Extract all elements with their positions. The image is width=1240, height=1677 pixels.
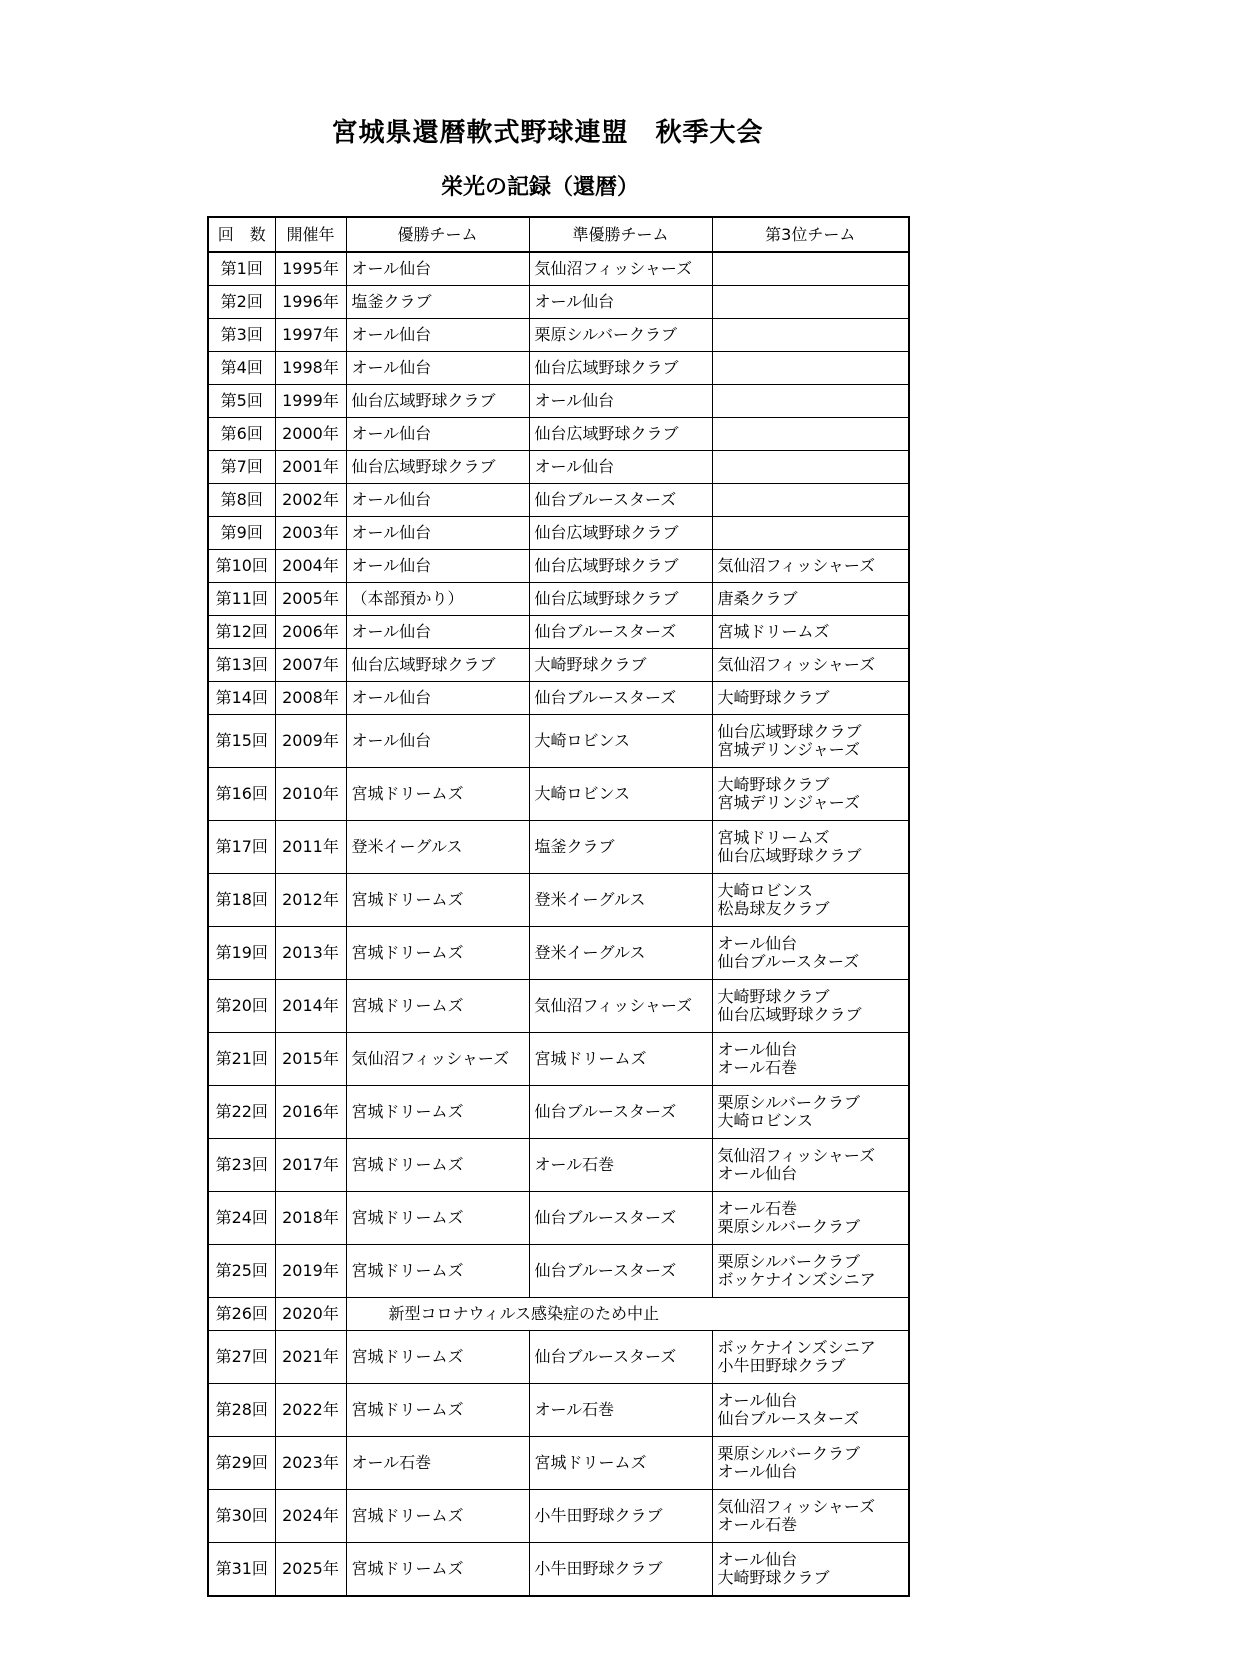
runner-up-cell: 小牛田野球クラブ [529, 1543, 712, 1597]
table-row [208, 1139, 909, 1192]
round-cell: 第9回 [208, 517, 275, 550]
runner-up-cell: 仙台ブルースターズ [529, 1331, 712, 1384]
winner-cell: オール石巻 [346, 1437, 529, 1490]
round-cell: 第24回 [208, 1192, 275, 1245]
third-place-cell [712, 1139, 909, 1192]
third-place-cell [712, 1086, 909, 1139]
round-cell: 第29回 [208, 1437, 275, 1490]
year-cell: 2017年 [275, 1139, 346, 1192]
runner-up-cell: オール石巻 [529, 1139, 712, 1192]
round-cell: 第7回 [208, 451, 275, 484]
winner-cell: 宮城ドリームズ [346, 1245, 529, 1298]
runner-up-cell: 仙台ブルースターズ [529, 1245, 712, 1298]
winner-cell: 宮城ドリームズ [346, 927, 529, 980]
runner-up-cell: 仙台ブルースターズ [529, 484, 712, 517]
third-place-team: ボッケナインズシニア [717, 1270, 876, 1289]
third-place-team: 気仙沼フィッシャーズ [717, 1146, 876, 1165]
year-cell: 2009年 [275, 715, 346, 768]
year-cell: 2013年 [275, 927, 346, 980]
runner-up-cell: 登米イーグルス [529, 874, 712, 927]
third-place-cell [712, 418, 909, 451]
third-place-team: 唐桑クラブ [717, 589, 798, 608]
table-row [208, 1384, 909, 1437]
table-row [208, 517, 909, 550]
table-row [208, 1543, 909, 1597]
year-cell: 1997年 [275, 319, 346, 352]
year-cell: 2019年 [275, 1245, 346, 1298]
third-place-cell [712, 1543, 909, 1597]
year-cell: 2012年 [275, 874, 346, 927]
runner-up-cell: オール仙台 [529, 286, 712, 319]
table-row [208, 319, 909, 352]
runner-up-cell: 大崎野球クラブ [529, 649, 712, 682]
runner-up-cell: 仙台ブルースターズ [529, 682, 712, 715]
header-row [208, 217, 909, 252]
table-row [208, 1490, 909, 1543]
third-place-team: 栗原シルバークラブ [717, 1444, 860, 1463]
third-place-team: 大崎野球クラブ [717, 1568, 830, 1587]
year-cell: 2016年 [275, 1086, 346, 1139]
runner-up-cell: 宮城ドリームズ [529, 1033, 712, 1086]
records-table [207, 216, 910, 1597]
runner-up-cell: 仙台ブルースターズ [529, 1086, 712, 1139]
table-row [208, 1086, 909, 1139]
winner-cell: （本部預かり） [346, 583, 529, 616]
winner-cell: 宮城ドリームズ [346, 1139, 529, 1192]
winner-cell: 宮城ドリームズ [346, 980, 529, 1033]
table-row [208, 980, 909, 1033]
runner-up-cell: オール石巻 [529, 1384, 712, 1437]
table-row [208, 1437, 909, 1490]
year-cell: 1999年 [275, 385, 346, 418]
round-cell: 第21回 [208, 1033, 275, 1086]
third-place-team: 栗原シルバークラブ [717, 1217, 860, 1236]
year-cell: 2025年 [275, 1543, 346, 1597]
table-row [208, 1033, 909, 1086]
year-cell: 2005年 [275, 583, 346, 616]
third-place-team: ボッケナインズシニア [717, 1338, 876, 1357]
runner-up-cell: 小牛田野球クラブ [529, 1490, 712, 1543]
winner-cell: オール仙台 [346, 616, 529, 649]
third-place-team: 宮城ドリームズ [717, 622, 830, 641]
third-place-cell [712, 1245, 909, 1298]
third-place-team: オール石巻 [717, 1515, 798, 1534]
winner-cell: 塩釜クラブ [346, 286, 529, 319]
round-cell: 第22回 [208, 1086, 275, 1139]
runner-up-cell: 宮城ドリームズ [529, 1437, 712, 1490]
third-place-team: 大崎野球クラブ [717, 688, 830, 707]
table-row [208, 821, 909, 874]
third-place-team: 松島球友クラブ [717, 899, 830, 918]
header-round: 回 数 [208, 217, 275, 252]
table-row [208, 550, 909, 583]
year-cell: 1996年 [275, 286, 346, 319]
third-place-team: 仙台広域野球クラブ [717, 846, 862, 865]
year-cell: 2018年 [275, 1192, 346, 1245]
winner-cell: オール仙台 [346, 484, 529, 517]
third-place-cell [712, 1437, 909, 1490]
third-place-cell [712, 649, 909, 682]
table-row [208, 352, 909, 385]
third-place-cell [712, 583, 909, 616]
cancellation-note: 新型コロナウィルス感染症のため中止 [346, 1298, 909, 1331]
year-cell: 2003年 [275, 517, 346, 550]
winner-cell: 仙台広域野球クラブ [346, 385, 529, 418]
third-place-team: 気仙沼フィッシャーズ [717, 556, 876, 575]
runner-up-cell: 気仙沼フィッシャーズ [529, 980, 712, 1033]
winner-cell: 登米イーグルス [346, 821, 529, 874]
third-place-team: オール仙台 [717, 1550, 798, 1569]
round-cell: 第5回 [208, 385, 275, 418]
third-place-team: 宮城ドリームズ [717, 828, 830, 847]
winner-cell: 宮城ドリームズ [346, 1490, 529, 1543]
table-row [208, 1331, 909, 1384]
round-cell: 第31回 [208, 1543, 275, 1597]
round-cell: 第28回 [208, 1384, 275, 1437]
header-runner-up: 準優勝チーム [529, 217, 712, 252]
header-third: 第3位チーム [712, 217, 909, 252]
third-place-team: 大崎野球クラブ [717, 775, 830, 794]
table-row [208, 1245, 909, 1298]
third-place-cell [712, 616, 909, 649]
round-cell: 第20回 [208, 980, 275, 1033]
round-cell: 第23回 [208, 1139, 275, 1192]
runner-up-cell: 仙台広域野球クラブ [529, 583, 712, 616]
third-place-team: 小牛田野球クラブ [717, 1356, 846, 1375]
runner-up-cell: 栗原シルバークラブ [529, 319, 712, 352]
third-place-cell [712, 286, 909, 319]
table-row [208, 418, 909, 451]
runner-up-cell: 気仙沼フィッシャーズ [529, 252, 712, 286]
runner-up-cell: 仙台広域野球クラブ [529, 352, 712, 385]
year-cell: 2015年 [275, 1033, 346, 1086]
winner-cell: 宮城ドリームズ [346, 874, 529, 927]
third-place-cell [712, 874, 909, 927]
year-cell: 2008年 [275, 682, 346, 715]
third-place-cell [712, 1033, 909, 1086]
table-row [208, 1298, 909, 1331]
winner-cell: 宮城ドリームズ [346, 1384, 529, 1437]
third-place-team: 気仙沼フィッシャーズ [717, 655, 876, 674]
round-cell: 第27回 [208, 1331, 275, 1384]
third-place-team: 気仙沼フィッシャーズ [717, 1497, 876, 1516]
table-row [208, 252, 909, 286]
table-row [208, 927, 909, 980]
winner-cell: オール仙台 [346, 252, 529, 286]
runner-up-cell: オール仙台 [529, 385, 712, 418]
third-place-cell [712, 550, 909, 583]
third-place-team: オール仙台 [717, 1040, 798, 1059]
table-row [208, 451, 909, 484]
table-row [208, 715, 909, 768]
table-row [208, 385, 909, 418]
third-place-cell [712, 451, 909, 484]
round-cell: 第16回 [208, 768, 275, 821]
header-year: 開催年 [275, 217, 346, 252]
round-cell: 第13回 [208, 649, 275, 682]
third-place-cell [712, 1490, 909, 1543]
runner-up-cell: 塩釜クラブ [529, 821, 712, 874]
table-row [208, 874, 909, 927]
year-cell: 2004年 [275, 550, 346, 583]
table-row [208, 484, 909, 517]
third-place-cell [712, 980, 909, 1033]
third-place-team: 大崎ロビンス [717, 881, 814, 900]
page-subtitle: 栄光の記録（還暦） [440, 175, 639, 200]
third-place-cell [712, 927, 909, 980]
third-place-team: 宮城デリンジャーズ [717, 740, 860, 759]
third-place-team: オール仙台 [717, 1462, 798, 1481]
year-cell: 2023年 [275, 1437, 346, 1490]
third-place-cell [712, 768, 909, 821]
round-cell: 第10回 [208, 550, 275, 583]
round-cell: 第25回 [208, 1245, 275, 1298]
year-cell: 2000年 [275, 418, 346, 451]
third-place-team: 大崎野球クラブ [717, 987, 830, 1006]
third-place-cell [712, 484, 909, 517]
header-winner: 優勝チーム [346, 217, 529, 252]
third-place-cell [712, 319, 909, 352]
runner-up-cell: 仙台広域野球クラブ [529, 418, 712, 451]
winner-cell: オール仙台 [346, 352, 529, 385]
third-place-cell [712, 385, 909, 418]
runner-up-cell: オール仙台 [529, 451, 712, 484]
third-place-team: 仙台広域野球クラブ [717, 722, 862, 741]
table-row [208, 1192, 909, 1245]
year-cell: 1995年 [275, 252, 346, 286]
winner-cell: 宮城ドリームズ [346, 1331, 529, 1384]
year-cell: 2024年 [275, 1490, 346, 1543]
runner-up-cell: 登米イーグルス [529, 927, 712, 980]
year-cell: 2002年 [275, 484, 346, 517]
year-cell: 2006年 [275, 616, 346, 649]
page-title: 宮城県還暦軟式野球連盟 秋季大会 [331, 118, 764, 148]
round-cell: 第1回 [208, 252, 275, 286]
runner-up-cell: 大崎ロビンス [529, 768, 712, 821]
winner-cell: オール仙台 [346, 715, 529, 768]
year-cell: 2007年 [275, 649, 346, 682]
third-place-cell [712, 1384, 909, 1437]
third-place-team: 仙台ブルースターズ [717, 952, 860, 971]
third-place-team: 仙台広域野球クラブ [717, 1005, 862, 1024]
round-cell: 第14回 [208, 682, 275, 715]
third-place-cell [712, 682, 909, 715]
round-cell: 第19回 [208, 927, 275, 980]
third-place-team: 栗原シルバークラブ [717, 1093, 860, 1112]
round-cell: 第2回 [208, 286, 275, 319]
round-cell: 第12回 [208, 616, 275, 649]
year-cell: 2022年 [275, 1384, 346, 1437]
year-cell: 2020年 [275, 1298, 346, 1331]
winner-cell: 仙台広域野球クラブ [346, 649, 529, 682]
third-place-team: 栗原シルバークラブ [717, 1252, 860, 1271]
winner-cell: 仙台広域野球クラブ [346, 451, 529, 484]
third-place-team: 宮城デリンジャーズ [717, 793, 860, 812]
runner-up-cell: 仙台広域野球クラブ [529, 550, 712, 583]
round-cell: 第4回 [208, 352, 275, 385]
table-header [208, 217, 909, 252]
winner-cell: オール仙台 [346, 682, 529, 715]
round-cell: 第30回 [208, 1490, 275, 1543]
round-cell: 第15回 [208, 715, 275, 768]
runner-up-cell: 大崎ロビンス [529, 715, 712, 768]
year-cell: 2010年 [275, 768, 346, 821]
third-place-cell [712, 821, 909, 874]
round-cell: 第3回 [208, 319, 275, 352]
runner-up-cell: 仙台ブルースターズ [529, 616, 712, 649]
round-cell: 第8回 [208, 484, 275, 517]
third-place-team: オール石巻 [717, 1058, 798, 1077]
year-cell: 2011年 [275, 821, 346, 874]
table-row [208, 583, 909, 616]
year-cell: 1998年 [275, 352, 346, 385]
third-place-cell [712, 517, 909, 550]
winner-cell: 宮城ドリームズ [346, 768, 529, 821]
third-place-team: オール石巻 [717, 1199, 798, 1218]
third-place-cell [712, 1331, 909, 1384]
table-row [208, 286, 909, 319]
winner-cell: 宮城ドリームズ [346, 1192, 529, 1245]
runner-up-cell: 仙台ブルースターズ [529, 1192, 712, 1245]
year-cell: 2014年 [275, 980, 346, 1033]
third-place-team: オール仙台 [717, 1164, 798, 1183]
year-cell: 2001年 [275, 451, 346, 484]
table-row [208, 616, 909, 649]
table-row [208, 682, 909, 715]
third-place-cell [712, 352, 909, 385]
winner-cell: オール仙台 [346, 550, 529, 583]
winner-cell: 宮城ドリームズ [346, 1543, 529, 1597]
year-cell: 2021年 [275, 1331, 346, 1384]
third-place-team: 大崎ロビンス [717, 1111, 814, 1130]
third-place-cell [712, 1192, 909, 1245]
round-cell: 第18回 [208, 874, 275, 927]
table-body [208, 252, 909, 1596]
winner-cell: 気仙沼フィッシャーズ [346, 1033, 529, 1086]
third-place-team: 仙台ブルースターズ [717, 1409, 860, 1428]
winner-cell: オール仙台 [346, 517, 529, 550]
third-place-cell [712, 252, 909, 286]
winner-cell: オール仙台 [346, 418, 529, 451]
third-place-cell [712, 715, 909, 768]
round-cell: 第17回 [208, 821, 275, 874]
third-place-team: オール仙台 [717, 934, 798, 953]
runner-up-cell: 仙台広域野球クラブ [529, 517, 712, 550]
winner-cell: オール仙台 [346, 319, 529, 352]
round-cell: 第6回 [208, 418, 275, 451]
table-row [208, 649, 909, 682]
winner-cell: 宮城ドリームズ [346, 1086, 529, 1139]
third-place-team: オール仙台 [717, 1391, 798, 1410]
table-row [208, 768, 909, 821]
round-cell: 第11回 [208, 583, 275, 616]
round-cell: 第26回 [208, 1298, 275, 1331]
